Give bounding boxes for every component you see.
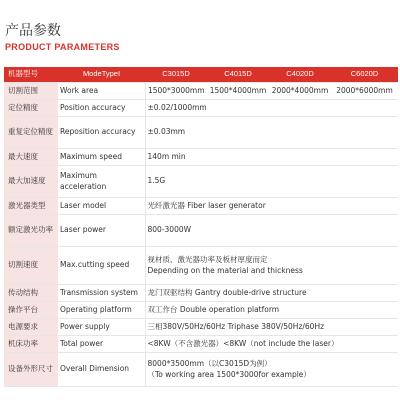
header-cell-model-type: ModeTypeI bbox=[58, 67, 145, 83]
table-row bbox=[4, 100, 398, 117]
parameters-table bbox=[4, 67, 398, 387]
table-row bbox=[4, 319, 398, 336]
table-header-row bbox=[4, 67, 398, 83]
header-cell-c3015d: C3015D bbox=[145, 67, 207, 83]
row-value: ±0.02/1000mm bbox=[145, 100, 398, 117]
row-label-cn: 机床功率 bbox=[4, 336, 58, 353]
row-value: 140m min bbox=[145, 149, 398, 166]
row-value: 1.5G bbox=[145, 166, 398, 198]
row-label-cn: 重复定位精度 bbox=[4, 117, 58, 149]
row-label-cn: 切割速度 bbox=[4, 247, 58, 285]
table-row bbox=[4, 247, 398, 285]
row-value bbox=[145, 353, 398, 387]
row-label-cn: 电源要求 bbox=[4, 319, 58, 336]
row-label-en: Work area bbox=[58, 83, 145, 100]
row-label-cn: 激光器类型 bbox=[4, 198, 58, 215]
table-row bbox=[4, 166, 398, 198]
row-label-en: Maximum speed bbox=[58, 149, 145, 166]
row-value-line: 视材质、激光器功率及板材厚度而定 bbox=[147, 254, 268, 264]
table-row bbox=[4, 215, 398, 247]
table-row bbox=[4, 198, 398, 215]
row-label-cn: 定位精度 bbox=[4, 100, 58, 117]
table-row bbox=[4, 117, 398, 149]
table-row bbox=[4, 149, 398, 166]
row-label-cn: 最大速度 bbox=[4, 149, 58, 166]
row-label-en: Laser model bbox=[58, 198, 145, 215]
table-row bbox=[4, 83, 398, 100]
table-row bbox=[4, 302, 398, 319]
row-label-en: Total power bbox=[58, 336, 145, 353]
row-value: 双工作台 Double operation platform bbox=[145, 302, 398, 319]
table-cell: 1500*4000mm bbox=[207, 83, 269, 100]
row-value: 三相380V/50Hz/60Hz Triphase 380V/50Hz/60Hz bbox=[145, 319, 398, 336]
table-cell: 1500*3000mm bbox=[145, 83, 207, 100]
row-label-en: Laser power bbox=[58, 215, 145, 247]
row-value bbox=[145, 247, 398, 285]
table-row bbox=[4, 336, 398, 353]
row-value: 800-3000W bbox=[145, 215, 398, 247]
row-label-en: Operating platform bbox=[58, 302, 145, 319]
header-cell-model-cn: 机器型号 bbox=[4, 67, 58, 83]
row-value: 龙门双驱结构 Gantry double-drive structure bbox=[145, 285, 398, 302]
header-cell-c4015d: C4015D bbox=[207, 67, 269, 83]
row-value: <8KW（不含激光器）<8KW（not include the laser） bbox=[145, 336, 398, 353]
row-value: ±0.03mm bbox=[145, 117, 398, 149]
row-value-line: Depending on the material and thickness bbox=[147, 265, 303, 275]
row-label-en: Position accuracy bbox=[58, 100, 145, 117]
header-cell-c4020d: C4020D bbox=[269, 67, 331, 83]
row-label-en: Reposition accuracy bbox=[58, 117, 145, 149]
row-label-cn: 最大加速度 bbox=[4, 166, 58, 198]
page-subtitle: PRODUCT PARAMETERS bbox=[5, 42, 120, 52]
row-value-line: 8000*3500mm（以C3015D为例） bbox=[147, 358, 272, 368]
table-row bbox=[4, 285, 398, 302]
row-label-cn: 切割范围 bbox=[4, 83, 58, 100]
row-label-cn: 传动结构 bbox=[4, 285, 58, 302]
row-label-cn: 操作平台 bbox=[4, 302, 58, 319]
row-label-en: Max.cutting speed bbox=[58, 247, 145, 285]
table-cell: 2000*4000mm bbox=[269, 83, 331, 100]
table-row bbox=[4, 353, 398, 387]
table-cell: 2000*6000mm bbox=[331, 83, 398, 100]
row-label-en: Maximum acceleration bbox=[58, 166, 145, 198]
page-title: 产品参数 bbox=[5, 23, 61, 39]
row-label-en: Power supply bbox=[58, 319, 145, 336]
row-label-cn: 额定激光功率 bbox=[4, 215, 58, 247]
header-cell-c6020d: C6020D bbox=[331, 67, 398, 83]
row-value: 光纤激光器 Fiber laser generator bbox=[145, 198, 398, 215]
row-label-en: Transmission system bbox=[58, 285, 145, 302]
row-value-line: （To working area 1500*3000for example） bbox=[147, 369, 311, 379]
row-label-cn: 设备外形尺寸 bbox=[4, 353, 58, 387]
row-label-en: Overall Dimension bbox=[58, 353, 145, 387]
